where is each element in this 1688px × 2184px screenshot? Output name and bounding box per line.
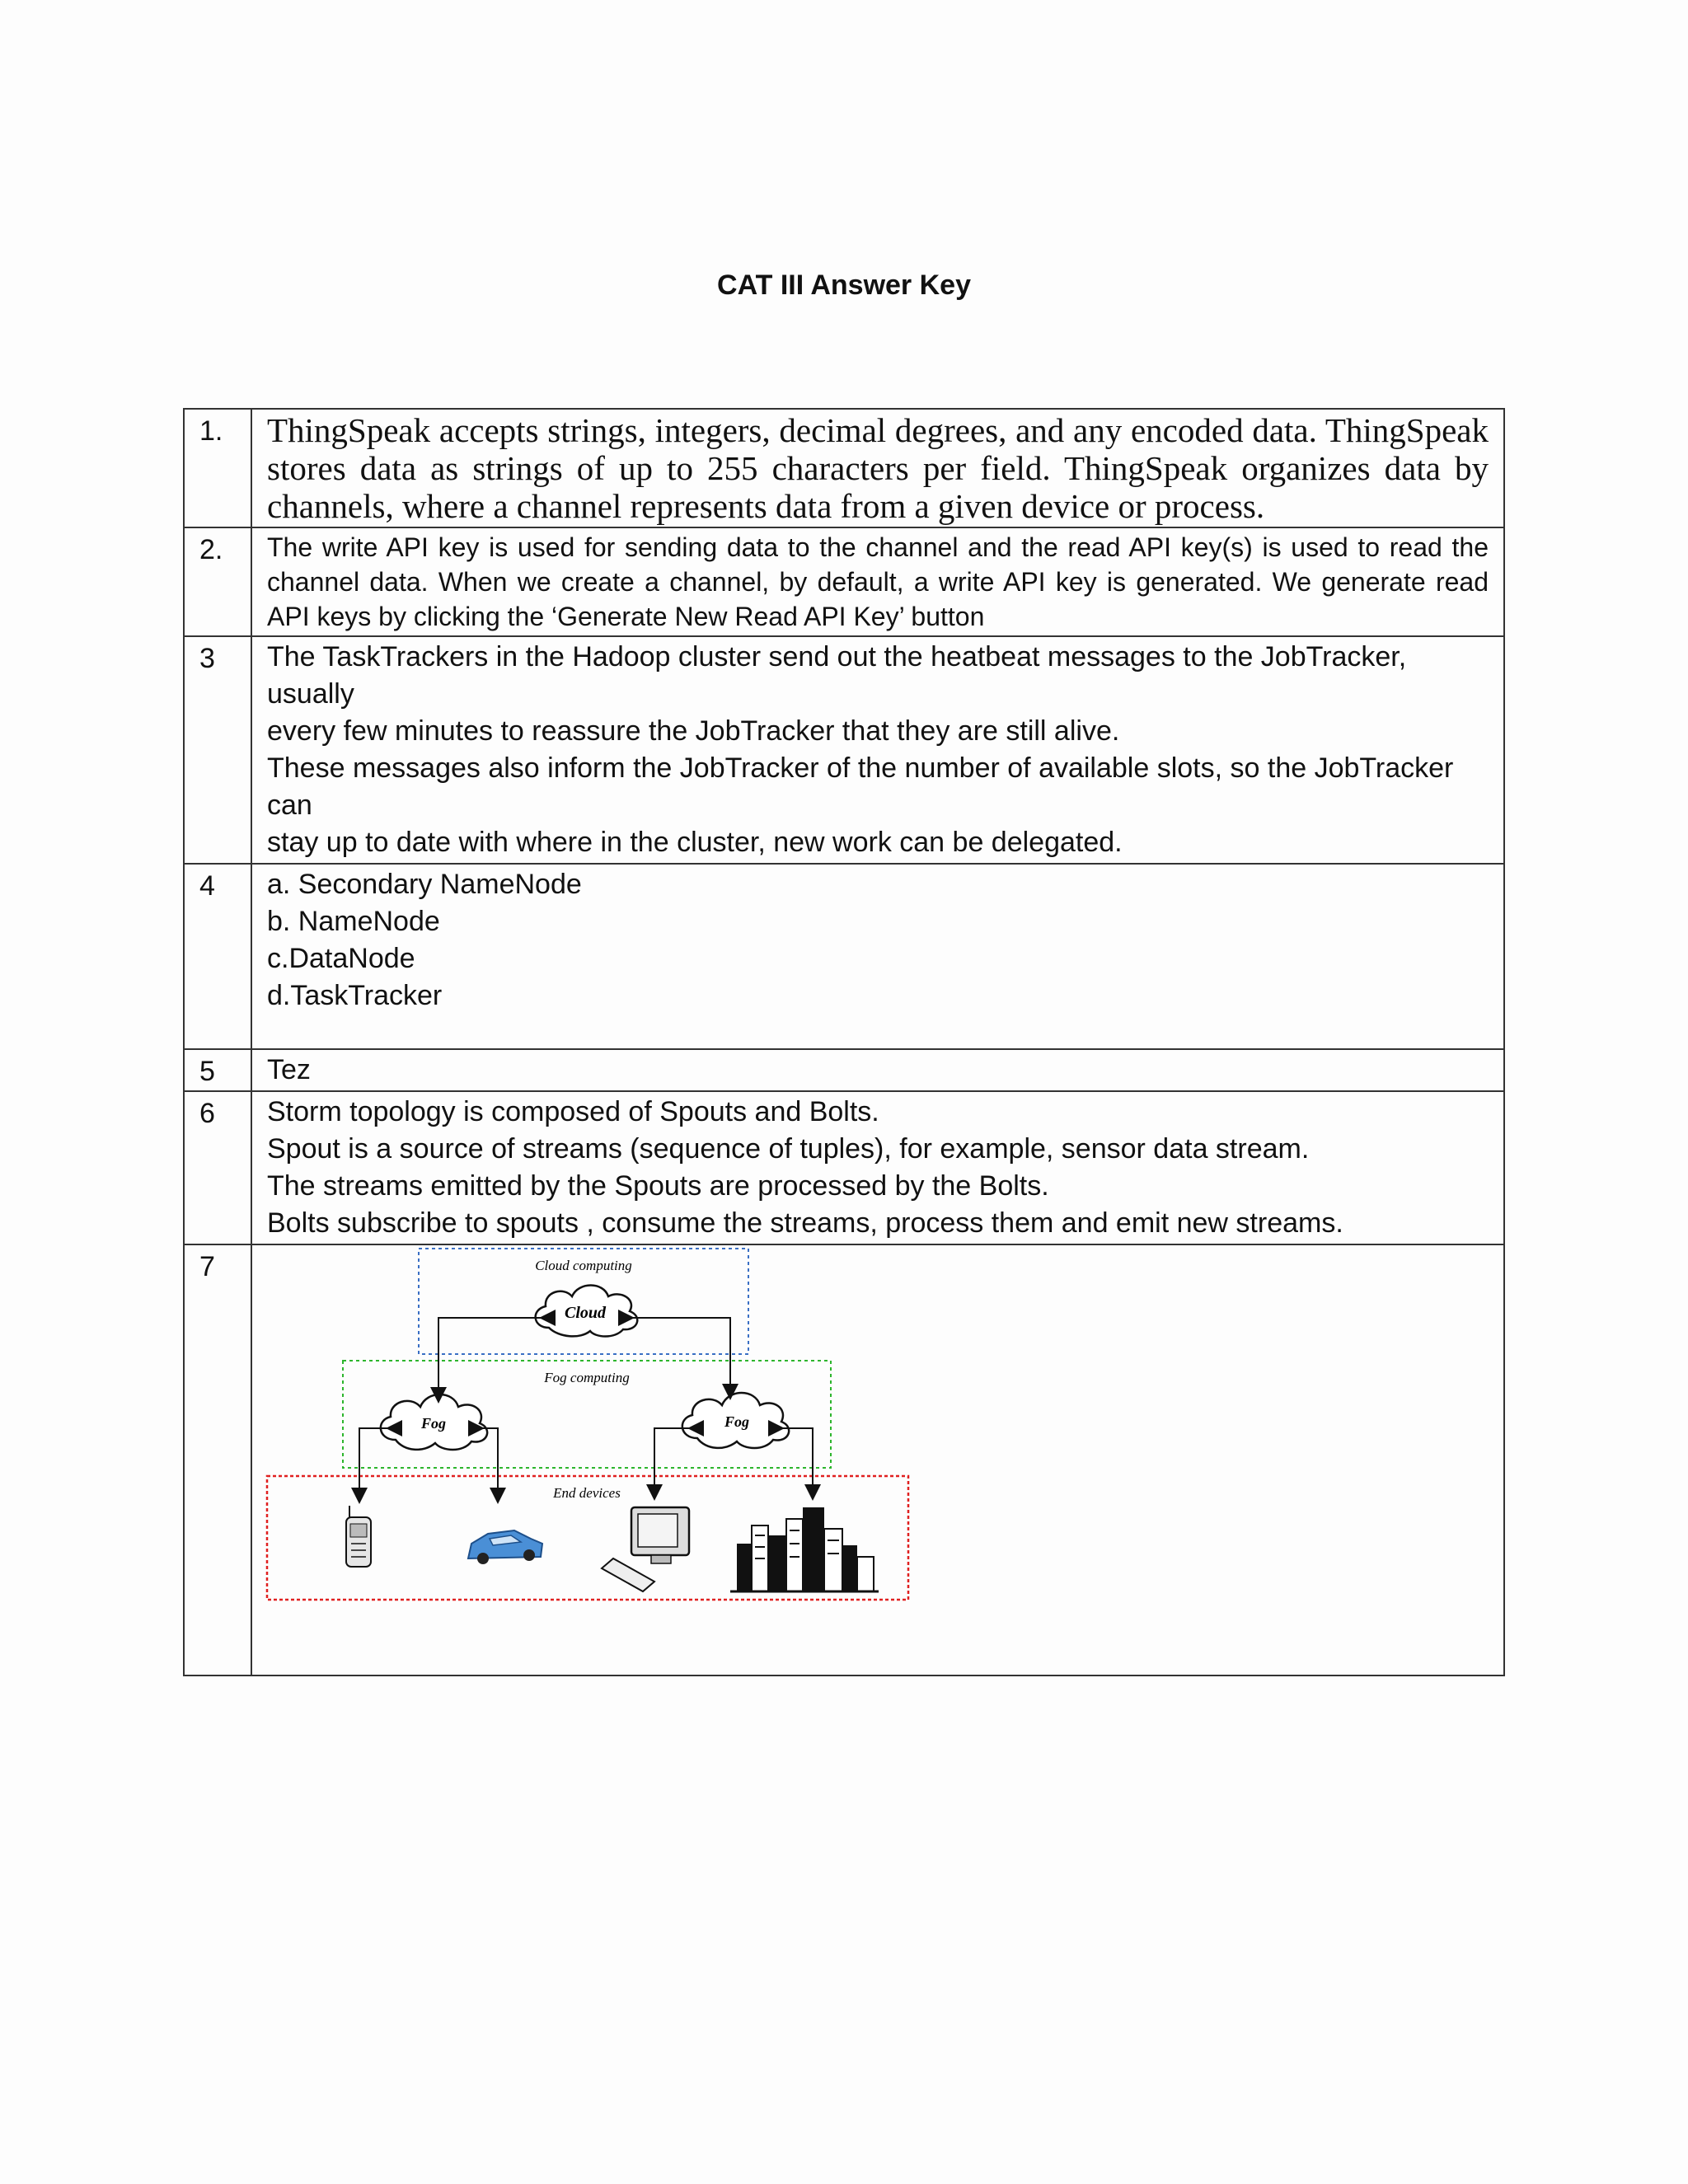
cloud-layer-label: Cloud computing	[535, 1258, 632, 1273]
answer-text	[251, 409, 1504, 527]
arrow-cloud-fog-right	[631, 1318, 730, 1397]
answer-row-7	[184, 1244, 1504, 1675]
answer-line: These messages also inform the JobTracker of the number of available slots, so the JobTracker can	[267, 752, 1454, 821]
answer-line: ThingSpeak accepts strings, integers, decimal degrees, and any encoded data. ThingSpeak	[267, 411, 1489, 449]
car-icon	[468, 1530, 542, 1564]
answer-line: The write API key is used for sending data to the channel and the read API key(s) is used to read the	[267, 532, 1489, 562]
answer-number: 5	[184, 1049, 251, 1091]
arrow-fog-buildings	[781, 1428, 813, 1497]
answer-text	[251, 1091, 1504, 1244]
answer-text	[251, 636, 1504, 864]
answer-line: b. NameNode	[267, 906, 440, 937]
answer-number: 2.	[184, 527, 251, 636]
fog-computing-diagram	[252, 1245, 928, 1624]
arrow-fog-computer	[654, 1428, 691, 1497]
fog-layer-label: Fog computing	[544, 1370, 630, 1385]
arrow-fog-phone	[359, 1428, 389, 1501]
answer-line: API keys by clicking the ‘Generate New Read API Key’ button	[267, 602, 985, 631]
answer-line: stay up to date with where in the cluster, new work can be delegated.	[267, 827, 1123, 858]
answer-line: The TaskTrackers in the Hadoop cluster send out the heatbeat messages to the JobTracker, usually	[267, 641, 1407, 710]
answer-line: The streams emitted by the Spouts are processed by the Bolts.	[267, 1170, 1049, 1202]
answer-line: a. Secondary NameNode	[267, 869, 582, 900]
computer-icon	[602, 1507, 689, 1591]
answer-line: Tez	[267, 1054, 311, 1085]
answer-diagram-cell	[251, 1244, 1504, 1675]
answer-line: c.DataNode	[267, 943, 415, 974]
answer-line: Storm topology is composed of Spouts and Bolts.	[267, 1096, 879, 1127]
answer-text	[251, 527, 1504, 636]
fog-node-right-label: Fog	[724, 1413, 750, 1430]
answer-row-5	[184, 1049, 1504, 1091]
answer-line: stores data as strings of up to 255 characters per field. ThingSpeak organizes data by	[267, 449, 1489, 487]
answer-number: 6	[184, 1091, 251, 1244]
answer-row-3	[184, 636, 1504, 864]
answer-row-4	[184, 864, 1504, 1049]
answer-number: 3	[184, 636, 251, 864]
fog-node-left-label: Fog	[420, 1415, 447, 1432]
answer-row-1	[184, 409, 1504, 527]
page-title: CAT III Answer Key	[717, 269, 971, 301]
answer-key-table	[183, 408, 1505, 1676]
answer-text	[251, 1049, 1504, 1091]
answer-line: Bolts subscribe to spouts , consume the streams, process them and emit new streams.	[267, 1207, 1343, 1239]
cloud-node-label: Cloud	[564, 1304, 607, 1322]
answer-row-2	[184, 527, 1504, 636]
answer-line: Spout is a source of streams (sequence of tuples), for example, sensor data stream.	[267, 1133, 1310, 1165]
city-buildings-icon	[730, 1507, 879, 1591]
mobile-phone-icon	[346, 1506, 371, 1567]
answer-text	[251, 864, 1504, 1049]
answer-line: d.TaskTracker	[267, 980, 443, 1011]
answer-row-6	[184, 1091, 1504, 1244]
answer-number: 4	[184, 864, 251, 1049]
answer-line: every few minutes to reassure the JobTracker that they are still alive.	[267, 715, 1120, 747]
arrow-cloud-fog-left	[438, 1318, 542, 1400]
answer-number: 1.	[184, 409, 251, 527]
answer-line: channel data. When we create a channel, by default, a write API key is generated. We generate read	[267, 567, 1489, 597]
answer-line: channels, where a channel represents data from a given device or process.	[267, 487, 1265, 525]
end-devices-layer-label: End devices	[553, 1485, 621, 1501]
answer-number: 7	[184, 1244, 251, 1675]
